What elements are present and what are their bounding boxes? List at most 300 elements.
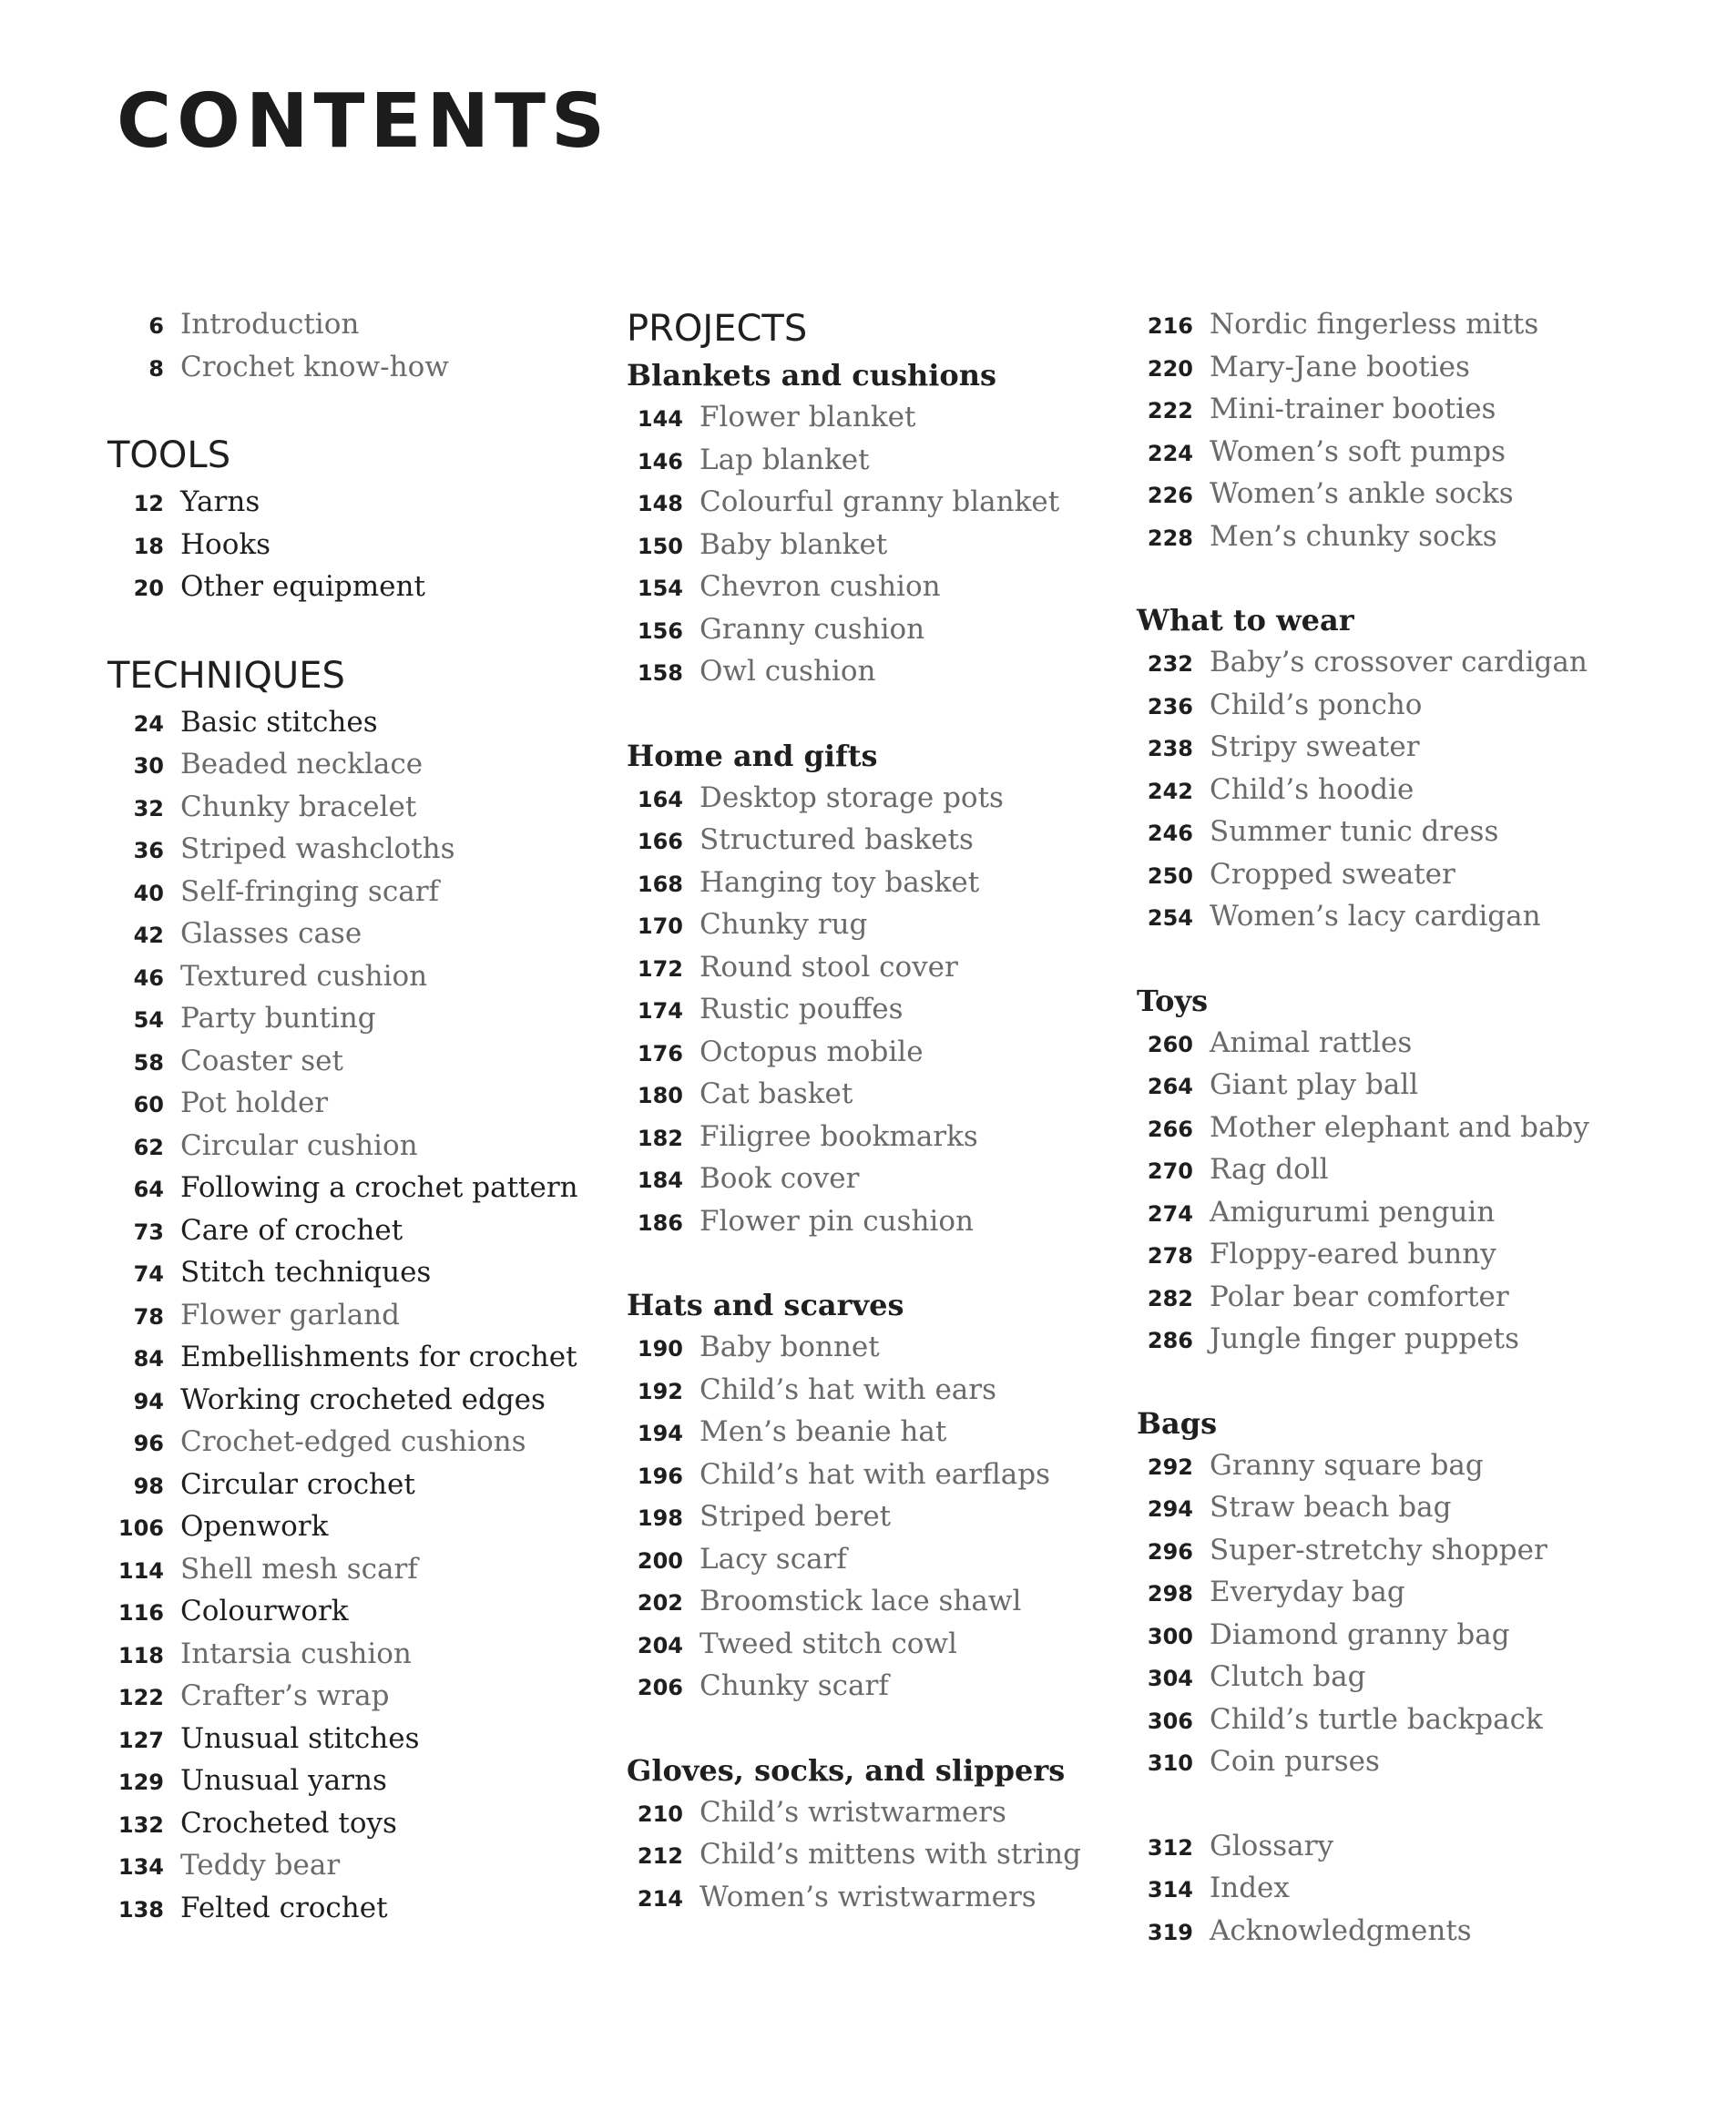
entry-title: Hooks [180, 527, 271, 561]
entry-title: Chunky rug [700, 908, 868, 941]
entry-title: Women’s lacy cardigan [1210, 900, 1541, 933]
page-number: 312 [1147, 1834, 1193, 1861]
page-number: 116 [117, 1600, 164, 1626]
toc-entry[interactable] [627, 1495, 1137, 1538]
toc-entry[interactable] [1137, 346, 1647, 389]
entry-title: Men’s beanie hat [700, 1415, 947, 1448]
toc-entry[interactable] [1137, 473, 1647, 515]
toc-entry[interactable] [107, 1125, 618, 1168]
entry-title: Round stool cover [700, 950, 958, 984]
entry-title: Following a crochet pattern [180, 1171, 578, 1204]
page-number: 174 [637, 998, 683, 1024]
toc-entry[interactable] [627, 524, 1137, 566]
entry-title: Circular crochet [180, 1467, 415, 1501]
entry-title: Structured baskets [700, 823, 974, 856]
toc-entry[interactable] [627, 819, 1137, 862]
toc-entry[interactable] [107, 481, 618, 524]
toc-entry[interactable] [627, 650, 1137, 693]
toc-entry[interactable] [107, 303, 618, 346]
page-number: 78 [133, 1303, 164, 1330]
entry-title: Baby bonnet [700, 1331, 880, 1363]
toc-entry[interactable] [107, 1294, 618, 1337]
page-number: 192 [637, 1378, 683, 1404]
toc-entry[interactable] [107, 997, 618, 1040]
page-number: 168 [637, 871, 683, 897]
page-number: 250 [1147, 862, 1193, 889]
page-number: 274 [1147, 1200, 1193, 1227]
toc-entry[interactable] [107, 1718, 618, 1760]
toc-entry[interactable] [1137, 1191, 1647, 1234]
toc-entry[interactable] [627, 1116, 1137, 1158]
toc-entry[interactable] [1137, 641, 1647, 684]
entry-title: Coin purses [1210, 1745, 1380, 1778]
toc-entry[interactable] [1137, 1022, 1647, 1065]
toc-entry[interactable] [627, 1454, 1137, 1496]
techniques-list [107, 701, 618, 1930]
page-number: 210 [637, 1801, 683, 1827]
subsection-heading-hats: Hats and scarves [627, 1288, 904, 1322]
entry-title: Mother elephant and baby [1210, 1110, 1589, 1144]
page-number: 196 [637, 1463, 683, 1489]
subsection-heading-gloves: Gloves, socks, and slippers [627, 1752, 1066, 1788]
toc-entry[interactable] [627, 1623, 1137, 1666]
entry-title: Granny cushion [700, 612, 925, 646]
toc-entry[interactable] [1137, 1656, 1647, 1699]
entry-title: Glossary [1210, 1829, 1333, 1862]
page-number: 118 [117, 1642, 164, 1668]
page-number: 132 [117, 1811, 164, 1838]
page-number: 176 [637, 1040, 683, 1066]
contents-column-1 [107, 303, 618, 1929]
page-number: 8 [148, 355, 164, 382]
toc-entry[interactable] [1137, 1486, 1647, 1529]
toc-entry[interactable] [1137, 1740, 1647, 1783]
entry-title: Unusual yarns [180, 1764, 387, 1797]
page-number: 300 [1147, 1623, 1193, 1649]
entry-title: Straw beach bag [1210, 1491, 1452, 1524]
page-number: 114 [117, 1557, 164, 1584]
toc-entry[interactable] [627, 903, 1137, 946]
entry-title: Clutch bag [1210, 1660, 1366, 1693]
bags-list [1137, 1444, 1647, 1783]
entry-title: Women’s wristwarmers [700, 1880, 1036, 1913]
toc-entry[interactable] [1137, 388, 1647, 431]
entry-title: Jungle finger puppets [1210, 1322, 1520, 1355]
page-number: 286 [1147, 1328, 1193, 1353]
entry-title: Broomstick lace shawl [700, 1585, 1022, 1617]
toc-entry[interactable] [627, 946, 1137, 989]
entry-title: Child’s poncho [1210, 688, 1423, 721]
toc-entry[interactable] [107, 871, 618, 913]
toc-entry[interactable] [1137, 1233, 1647, 1276]
toc-entry[interactable] [627, 1369, 1137, 1412]
page-number: 42 [133, 923, 164, 948]
entry-title: Lacy scarf [700, 1542, 847, 1576]
toc-entry[interactable] [1137, 1825, 1647, 1868]
toc-entry[interactable] [627, 1073, 1137, 1116]
page-number: 266 [1147, 1116, 1193, 1142]
entry-title: Flower blanket [700, 401, 916, 434]
toc-entry[interactable] [627, 481, 1137, 524]
page-number: 18 [133, 533, 164, 559]
entry-title: Rustic pouffes [700, 993, 904, 1025]
page-number: 62 [133, 1134, 164, 1160]
page-number: 6 [148, 313, 164, 339]
entry-title: Textured cushion [180, 959, 428, 993]
entry-title: Women’s ankle socks [1210, 477, 1514, 510]
toc-entry[interactable] [627, 1580, 1137, 1623]
page-number: 294 [1147, 1496, 1193, 1522]
toc-entry[interactable] [627, 1326, 1137, 1369]
page-number: 170 [637, 913, 683, 939]
toc-entry[interactable] [1137, 684, 1647, 727]
entry-title: Beaded necklace [180, 748, 424, 780]
toc-entry[interactable] [107, 1082, 618, 1125]
entry-title: Introduction [180, 308, 360, 341]
page-number: 184 [637, 1168, 683, 1193]
page-number: 154 [637, 576, 683, 601]
toc-entry[interactable] [107, 1590, 618, 1633]
page-number: 12 [133, 491, 164, 516]
toc-entry[interactable] [1137, 1614, 1647, 1657]
wear-list [1137, 641, 1647, 938]
toc-entry[interactable] [107, 1760, 618, 1802]
toc-entry[interactable] [1137, 1529, 1647, 1572]
toc-entry[interactable] [627, 396, 1137, 439]
subsection-heading-bags: Bags [1137, 1405, 1218, 1441]
entry-title: Rag doll [1210, 1153, 1329, 1186]
toc-entry[interactable] [107, 1209, 618, 1252]
entry-title: Child’s mittens with string [700, 1838, 1081, 1871]
page-number: 314 [1147, 1877, 1193, 1903]
back-matter-list [1137, 1825, 1647, 1953]
entry-title: Hanging toy basket [700, 865, 980, 899]
toc-entry[interactable] [107, 566, 618, 608]
page-number: 198 [637, 1505, 683, 1531]
toc-entry[interactable] [627, 1876, 1137, 1919]
toc-entry[interactable] [1137, 811, 1647, 853]
toc-entry[interactable] [627, 1200, 1137, 1243]
page-number: 222 [1147, 398, 1193, 423]
toc-entry[interactable] [627, 1031, 1137, 1074]
entry-title: Baby blanket [700, 527, 888, 561]
toc-entry[interactable] [1137, 1910, 1647, 1953]
page-number: 200 [637, 1547, 683, 1574]
page-number: 134 [117, 1854, 164, 1880]
subsection-heading-wear: What to wear [1137, 603, 1354, 638]
intro-list [107, 303, 618, 388]
page-number: 129 [117, 1770, 164, 1795]
toc-entry[interactable] [627, 988, 1137, 1031]
page-number: 238 [1147, 736, 1193, 761]
page-number: 46 [133, 964, 164, 991]
toc-entry[interactable] [1137, 431, 1647, 474]
entry-title: Mini-trainer booties [1210, 393, 1496, 425]
entry-title: Cat basket [700, 1077, 853, 1110]
page-number: 304 [1147, 1666, 1193, 1691]
page-number: 122 [117, 1685, 164, 1710]
entry-title: Men’s chunky socks [1210, 519, 1497, 553]
page-number: 156 [637, 617, 683, 644]
page-number: 94 [133, 1388, 164, 1414]
toc-entry[interactable] [107, 828, 618, 871]
toc-entry[interactable] [1137, 1699, 1647, 1741]
entry-title: Chevron cushion [700, 570, 941, 603]
entry-title: Crochet-edged cushions [180, 1425, 526, 1458]
toc-entry[interactable] [1137, 1318, 1647, 1361]
page-number: 254 [1147, 905, 1193, 931]
entry-title: Care of crochet [180, 1213, 403, 1247]
entry-title: Crochet know-how [180, 350, 449, 383]
subsection-heading-home: Home and gifts [627, 738, 878, 773]
entry-title: Crocheted toys [180, 1806, 397, 1840]
entry-title: Child’s wristwarmers [700, 1795, 1006, 1829]
page-number: 232 [1147, 651, 1193, 677]
entry-title: Yarns [180, 485, 260, 518]
page-number: 270 [1147, 1158, 1193, 1184]
entry-title: Unusual stitches [180, 1721, 420, 1755]
toc-entry[interactable] [1137, 895, 1647, 938]
toc-entry[interactable] [1137, 1276, 1647, 1319]
section-heading-tools: TOOLS [107, 434, 231, 476]
toc-entry[interactable] [107, 1505, 618, 1548]
entry-title: Flower pin cushion [700, 1204, 974, 1238]
toc-entry[interactable] [107, 1802, 618, 1845]
entry-title: Super-stretchy shopper [1210, 1533, 1547, 1566]
entry-title: Filigree bookmarks [700, 1119, 978, 1153]
page-number: 64 [133, 1177, 164, 1202]
page-number: 310 [1147, 1750, 1193, 1776]
toc-entry[interactable] [107, 701, 618, 744]
contents-column-2 [627, 303, 1137, 1918]
page-number: 54 [133, 1007, 164, 1033]
toc-entry[interactable] [107, 1548, 618, 1591]
toc-entry[interactable] [107, 1421, 618, 1464]
toc-entry[interactable] [1137, 1148, 1647, 1191]
toc-entry[interactable] [627, 608, 1137, 651]
entry-title: Working crocheted edges [180, 1382, 546, 1416]
entry-title: Desktop storage pots [700, 780, 1004, 814]
toc-entry[interactable] [107, 1844, 618, 1887]
page-number: 242 [1147, 778, 1193, 804]
page-number: 40 [133, 880, 164, 906]
toc-entry[interactable] [1137, 1064, 1647, 1107]
toc-entry[interactable] [627, 1833, 1137, 1876]
toc-entry[interactable] [107, 1379, 618, 1422]
entry-title: Child’s hoodie [1210, 772, 1414, 806]
toc-entry[interactable] [627, 862, 1137, 904]
page-number: 204 [637, 1632, 683, 1658]
toys-list [1137, 1022, 1647, 1361]
page-number: 144 [637, 406, 683, 432]
page-number: 194 [637, 1421, 683, 1446]
entry-title: Basic stitches [180, 705, 378, 739]
entry-title: Granny square bag [1210, 1448, 1484, 1482]
page-number: 158 [637, 660, 683, 686]
toc-entry[interactable] [1137, 853, 1647, 896]
toc-entry[interactable] [1137, 726, 1647, 769]
entry-title: Flower garland [180, 1298, 400, 1331]
page-number: 166 [637, 829, 683, 854]
toc-entry[interactable] [1137, 303, 1647, 346]
page-number: 180 [637, 1083, 683, 1108]
page-number: 292 [1147, 1454, 1193, 1480]
entry-title: Self-fringing scarf [180, 874, 439, 908]
page-number: 214 [637, 1885, 683, 1912]
page-number: 186 [637, 1209, 683, 1236]
blankets-list [627, 396, 1137, 693]
page-number: 216 [1147, 313, 1193, 339]
entry-title: Index [1210, 1872, 1290, 1904]
entry-title: Felted crochet [180, 1891, 388, 1924]
page-number: 74 [133, 1261, 164, 1287]
entry-title: Lap blanket [700, 443, 870, 476]
page-number: 206 [637, 1675, 683, 1700]
page-number: 260 [1147, 1031, 1193, 1057]
contents-column-3 [1137, 303, 1647, 1952]
entry-title: Nordic fingerless mitts [1210, 308, 1539, 341]
toc-entry[interactable] [627, 566, 1137, 608]
toc-entry[interactable] [627, 439, 1137, 482]
entry-title: Polar bear comforter [1210, 1280, 1509, 1313]
toc-entry[interactable] [107, 1336, 618, 1379]
page-number: 296 [1147, 1538, 1193, 1565]
toc-entry[interactable] [107, 913, 618, 955]
entry-title: Other equipment [180, 570, 425, 603]
toc-entry[interactable] [627, 1665, 1137, 1708]
entry-title: Animal rattles [1210, 1025, 1413, 1059]
entry-title: Stripy sweater [1210, 730, 1420, 763]
entry-title: Glasses case [180, 917, 363, 950]
entry-title: Openwork [180, 1510, 329, 1543]
entry-title: Octopus mobile [700, 1035, 924, 1068]
entry-title: Tweed stitch cowl [700, 1627, 957, 1660]
toc-entry[interactable] [1137, 1571, 1647, 1614]
entry-title: Baby’s crossover cardigan [1210, 646, 1588, 678]
toc-entry[interactable] [1137, 1107, 1647, 1149]
page-number: 282 [1147, 1285, 1193, 1311]
entry-title: Child’s hat with earflaps [700, 1457, 1051, 1491]
page-number: 150 [637, 533, 683, 559]
toc-entry[interactable] [107, 1675, 618, 1718]
toc-entry[interactable] [107, 346, 618, 389]
tools-list [107, 481, 618, 608]
page-number: 20 [133, 576, 164, 601]
entry-title: Crafter’s wrap [180, 1679, 390, 1712]
section-heading-projects: PROJECTS [627, 308, 808, 350]
toc-entry[interactable] [107, 1464, 618, 1506]
page-number: 306 [1147, 1708, 1193, 1734]
toc-entry[interactable] [107, 524, 618, 566]
page-number: 278 [1147, 1243, 1193, 1269]
toc-entry[interactable] [627, 1791, 1137, 1834]
entry-title: Women’s soft pumps [1210, 434, 1506, 468]
entry-title: Embellishments for crochet [180, 1341, 577, 1373]
toc-entry[interactable] [107, 1633, 618, 1676]
page-number: 36 [133, 838, 164, 863]
entry-title: Colourwork [180, 1595, 349, 1627]
page-number: 224 [1147, 440, 1193, 466]
entry-title: Everyday bag [1210, 1576, 1405, 1608]
entry-title: Chunky scarf [700, 1669, 889, 1702]
entry-title: Owl cushion [700, 655, 876, 688]
gloves-list-continued [1137, 303, 1647, 557]
toc-entry[interactable] [107, 786, 618, 829]
entry-title: Coaster set [180, 1044, 343, 1077]
page-number: 190 [637, 1336, 683, 1362]
toc-entry[interactable] [627, 1158, 1137, 1200]
gloves-list [627, 1791, 1137, 1919]
toc-entry[interactable] [107, 1251, 618, 1294]
entry-title: Teddy bear [180, 1849, 341, 1882]
entry-title: Striped washcloths [180, 832, 455, 865]
entry-title: Party bunting [180, 1002, 376, 1035]
toc-entry[interactable] [107, 1040, 618, 1083]
entry-title: Mary-Jane booties [1210, 350, 1470, 383]
entry-title: Colourful granny blanket [700, 485, 1060, 518]
page-number: 106 [117, 1515, 164, 1541]
toc-entry[interactable] [627, 1411, 1137, 1454]
home-list [627, 777, 1137, 1243]
page-number: 30 [133, 753, 164, 779]
entry-title: Chunky bracelet [180, 790, 417, 823]
toc-entry[interactable] [107, 955, 618, 998]
toc-entry[interactable] [107, 1167, 618, 1209]
toc-entry[interactable] [1137, 1444, 1647, 1487]
page-number: 319 [1147, 1919, 1193, 1945]
entry-title: Child’s hat with ears [700, 1372, 997, 1406]
page-number: 298 [1147, 1581, 1193, 1607]
page-number: 220 [1147, 355, 1193, 382]
toc-entry[interactable] [627, 777, 1137, 820]
toc-entry[interactable] [107, 1887, 618, 1930]
page-title: CONTENTS [117, 78, 611, 165]
entry-title: Diamond granny bag [1210, 1617, 1510, 1651]
entry-title: Floppy-eared bunny [1210, 1238, 1496, 1270]
entry-title: Amigurumi penguin [1210, 1195, 1496, 1229]
toc-entry[interactable] [107, 743, 618, 786]
entry-title: Cropped sweater [1210, 857, 1455, 891]
entry-title: Pot holder [180, 1087, 329, 1119]
page-number: 58 [133, 1049, 164, 1076]
toc-entry[interactable] [1137, 515, 1647, 558]
page-number: 228 [1147, 525, 1193, 551]
toc-entry[interactable] [627, 1538, 1137, 1581]
toc-entry[interactable] [1137, 769, 1647, 811]
page-number: 146 [637, 448, 683, 474]
subsection-heading-blankets: Blankets and cushions [627, 358, 996, 393]
page-number: 60 [133, 1092, 164, 1117]
entry-title: Intarsia cushion [180, 1637, 412, 1670]
entry-title: Book cover [700, 1162, 860, 1195]
page-number: 98 [133, 1473, 164, 1499]
page-number: 212 [637, 1843, 683, 1869]
page-number: 24 [133, 710, 164, 737]
entry-title: Striped beret [700, 1500, 892, 1533]
page-number: 73 [133, 1219, 164, 1245]
entry-title: Stitch techniques [180, 1256, 432, 1289]
entry-title: Giant play ball [1210, 1068, 1419, 1101]
page-number: 127 [117, 1727, 164, 1753]
toc-entry[interactable] [1137, 1867, 1647, 1910]
section-heading-techniques: TECHNIQUES [107, 654, 345, 697]
entry-title: Acknowledgments [1210, 1913, 1472, 1947]
page-number: 182 [637, 1125, 683, 1151]
entry-title: Circular cushion [180, 1128, 418, 1162]
page-number: 226 [1147, 483, 1193, 508]
entry-title: Summer tunic dress [1210, 815, 1499, 848]
page-number: 246 [1147, 821, 1193, 846]
